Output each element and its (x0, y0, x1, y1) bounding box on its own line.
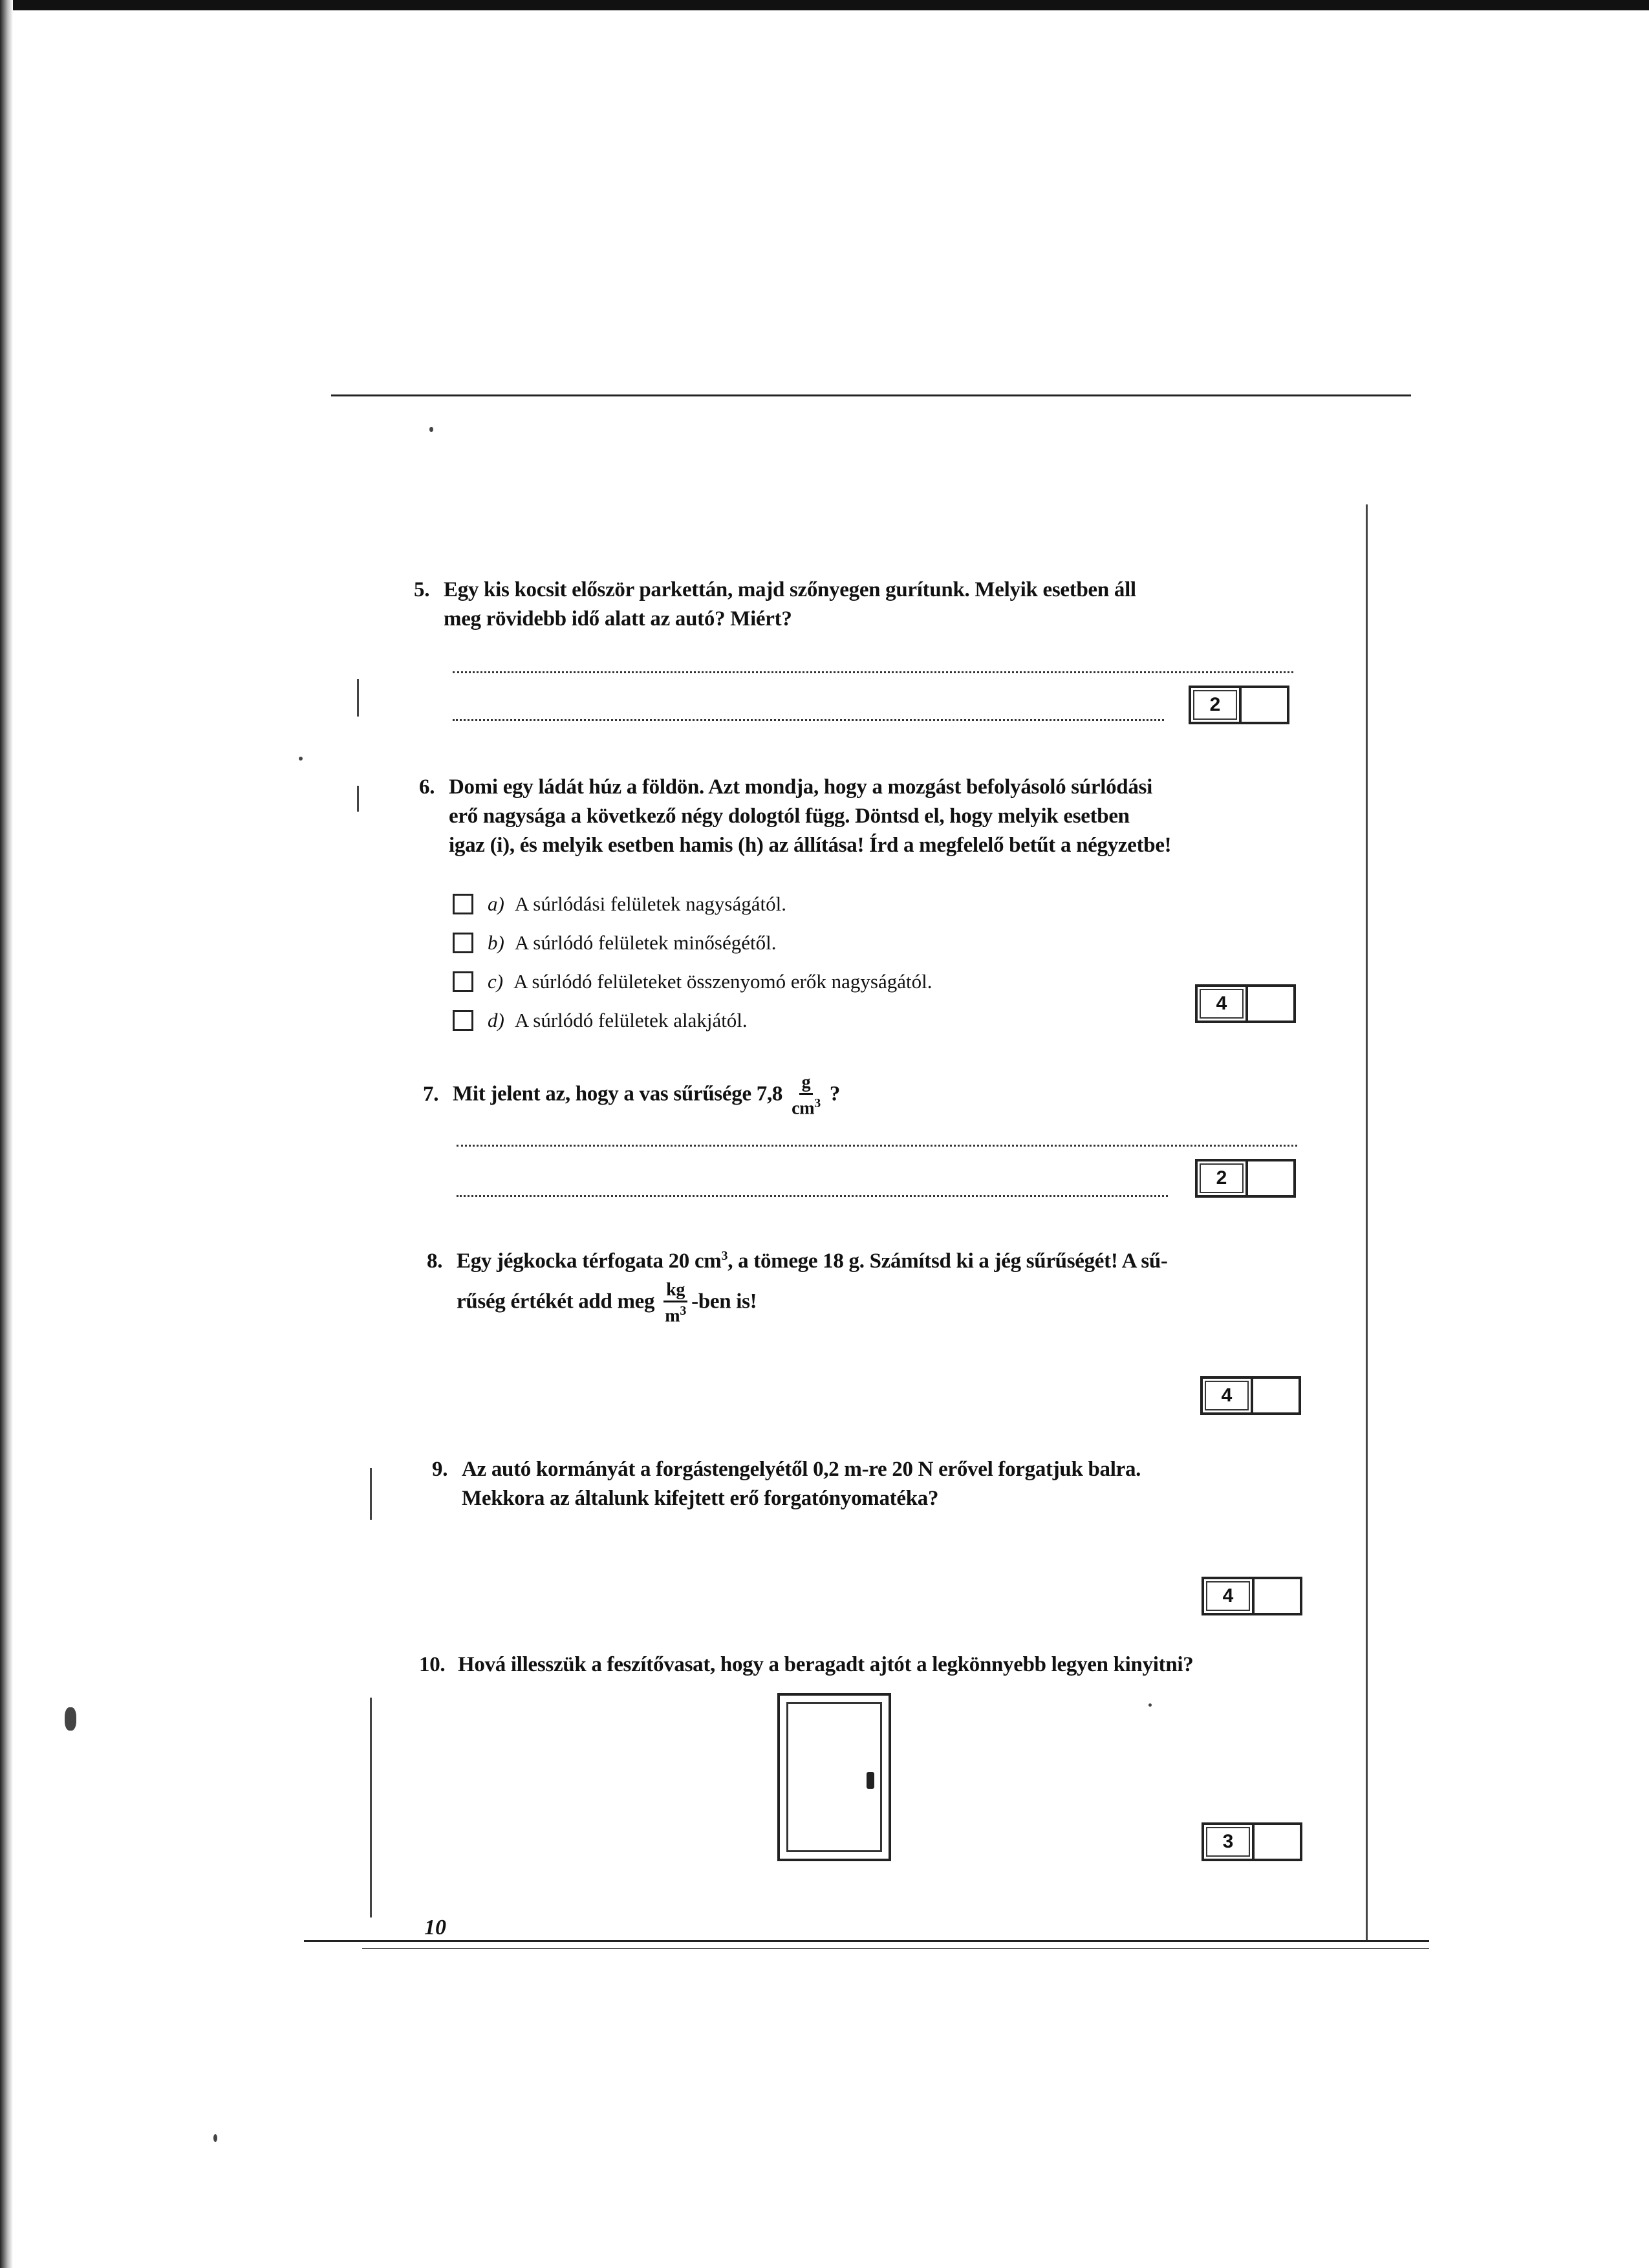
bottom-rule-2 (362, 1948, 1429, 1949)
question-10 (419, 1650, 1337, 1679)
question-text: Hová illesszük a feszítővasat, hogy a beragadt ajtót a legkönnyebb legyen kinyitni? (458, 1653, 1194, 1676)
question-text: , a tömege 18 g. Számítsd ki a jég sűrűségét! A sű- (727, 1249, 1168, 1273)
option-c (453, 970, 932, 993)
answer-checkbox[interactable] (453, 894, 473, 914)
question-number: 10. (419, 1653, 446, 1676)
exponent: 3 (721, 1249, 728, 1263)
score-box[interactable] (1195, 984, 1296, 1023)
score-box[interactable] (1189, 686, 1289, 724)
question-text: Egy jégkocka térfogata 20 cm (457, 1249, 722, 1273)
option-text: A súrlódó felületek alakjától. (514, 1009, 748, 1031)
option-a (453, 892, 786, 916)
option-b (453, 931, 776, 955)
question-9 (432, 1455, 1324, 1513)
option-letter: d) (488, 1009, 504, 1031)
max-points: 2 (1198, 1161, 1248, 1195)
bottom-rule (304, 1940, 1429, 1942)
margin-mark-left-4 (370, 1698, 372, 1917)
question-6 (419, 773, 1311, 860)
question-text: igaz (i), és melyik esetben hamis (h) az állítása! Írd a megfelelő betűt a négyzetbe! (449, 834, 1172, 857)
question-number: 9. (432, 1458, 448, 1481)
exponent: 3 (680, 1304, 687, 1318)
question-8 (427, 1242, 1319, 1325)
margin-line-right (1366, 504, 1368, 1940)
answer-line[interactable] (453, 671, 1293, 673)
max-points: 3 (1204, 1825, 1255, 1859)
points-field[interactable] (1255, 1825, 1300, 1859)
score-box[interactable] (1195, 1159, 1296, 1198)
question-text: Az autó kormányát a forgástengelyétől 0,2 m-re 20 N erővel forgatjuk balra. (462, 1458, 1141, 1481)
question-text: ? (829, 1082, 841, 1106)
points-field[interactable] (1242, 688, 1287, 722)
score-box[interactable] (1202, 1822, 1302, 1861)
fraction-numerator: g (799, 1074, 814, 1095)
answer-line[interactable] (457, 1145, 1297, 1147)
fraction-denominator: $cm^3$ (792, 1096, 821, 1119)
points-field[interactable] (1248, 1161, 1293, 1195)
max-points: 2 (1191, 688, 1242, 722)
question-text: meg rövidebb idő alatt az autó? Miért? (444, 607, 792, 631)
scan-speck (1148, 1703, 1152, 1707)
answer-line[interactable] (457, 1195, 1168, 1197)
option-letter: a) (488, 892, 504, 915)
question-number: 7. (423, 1082, 439, 1106)
question-text: Egy kis kocsit először parkettán, majd szőnyegen gurítunk. Melyik esetben áll (444, 578, 1136, 601)
max-points: 4 (1204, 1579, 1255, 1613)
question-text: erő nagysága a következő négy dologtól függ. Döntsd el, hogy melyik esetben (449, 805, 1130, 828)
margin-mark-left-3 (370, 1468, 372, 1520)
question-text: Mekkora az általunk kifejtett erő forgatónyomatéka? (462, 1487, 939, 1510)
scan-speck (299, 757, 303, 761)
option-text: A súrlódó felületek minőségétől. (514, 931, 777, 954)
door-illustration[interactable] (777, 1693, 891, 1861)
unit-fraction (792, 1074, 821, 1118)
score-box[interactable] (1200, 1376, 1301, 1415)
option-d (453, 1009, 748, 1032)
question-number: 6. (419, 775, 435, 799)
question-number: 5. (414, 578, 430, 601)
question-text: rűség értékét add meg (457, 1290, 655, 1313)
fraction-numerator: kg (663, 1281, 687, 1302)
fraction-denominator: $m^3$ (665, 1304, 687, 1326)
exponent: 3 (814, 1096, 821, 1110)
points-field[interactable] (1253, 1379, 1299, 1412)
scan-border-top (0, 0, 1649, 10)
page-number: 10 (424, 1916, 446, 1939)
margin-mark-left-2 (357, 786, 359, 812)
question-text: Domi egy ládát húz a földön. Azt mondja, hogy a mozgást befolyásoló súrlódási (449, 775, 1152, 799)
option-letter: c) (488, 970, 504, 993)
option-letter: b) (488, 931, 504, 954)
answer-checkbox[interactable] (453, 1010, 473, 1031)
scan-speck (65, 1707, 76, 1731)
max-points: 4 (1203, 1379, 1253, 1412)
scan-speck (213, 2134, 217, 2142)
question-text: Mit jelent az, hogy a vas sűrűsége 7,8 (453, 1082, 783, 1106)
question-7 (423, 1074, 1315, 1118)
option-text: A súrlódási felületek nagyságától. (514, 892, 786, 915)
points-field[interactable] (1255, 1579, 1300, 1613)
answer-checkbox[interactable] (453, 971, 473, 992)
max-points: 4 (1198, 987, 1248, 1021)
scan-border-left (0, 0, 13, 2268)
question-5 (414, 576, 1306, 634)
top-rule (331, 394, 1411, 396)
question-text: -ben is! (691, 1290, 757, 1313)
scan-speck (429, 427, 433, 432)
margin-mark-left-1 (357, 679, 359, 717)
score-box[interactable] (1202, 1577, 1302, 1615)
answer-line[interactable] (453, 719, 1164, 721)
unit-fraction (663, 1281, 687, 1325)
option-text: A súrlódó felületeket összenyomó erők nagyságától. (513, 970, 932, 993)
door-handle-icon (867, 1772, 874, 1789)
question-number: 8. (427, 1249, 443, 1273)
points-field[interactable] (1248, 987, 1293, 1021)
answer-checkbox[interactable] (453, 933, 473, 953)
